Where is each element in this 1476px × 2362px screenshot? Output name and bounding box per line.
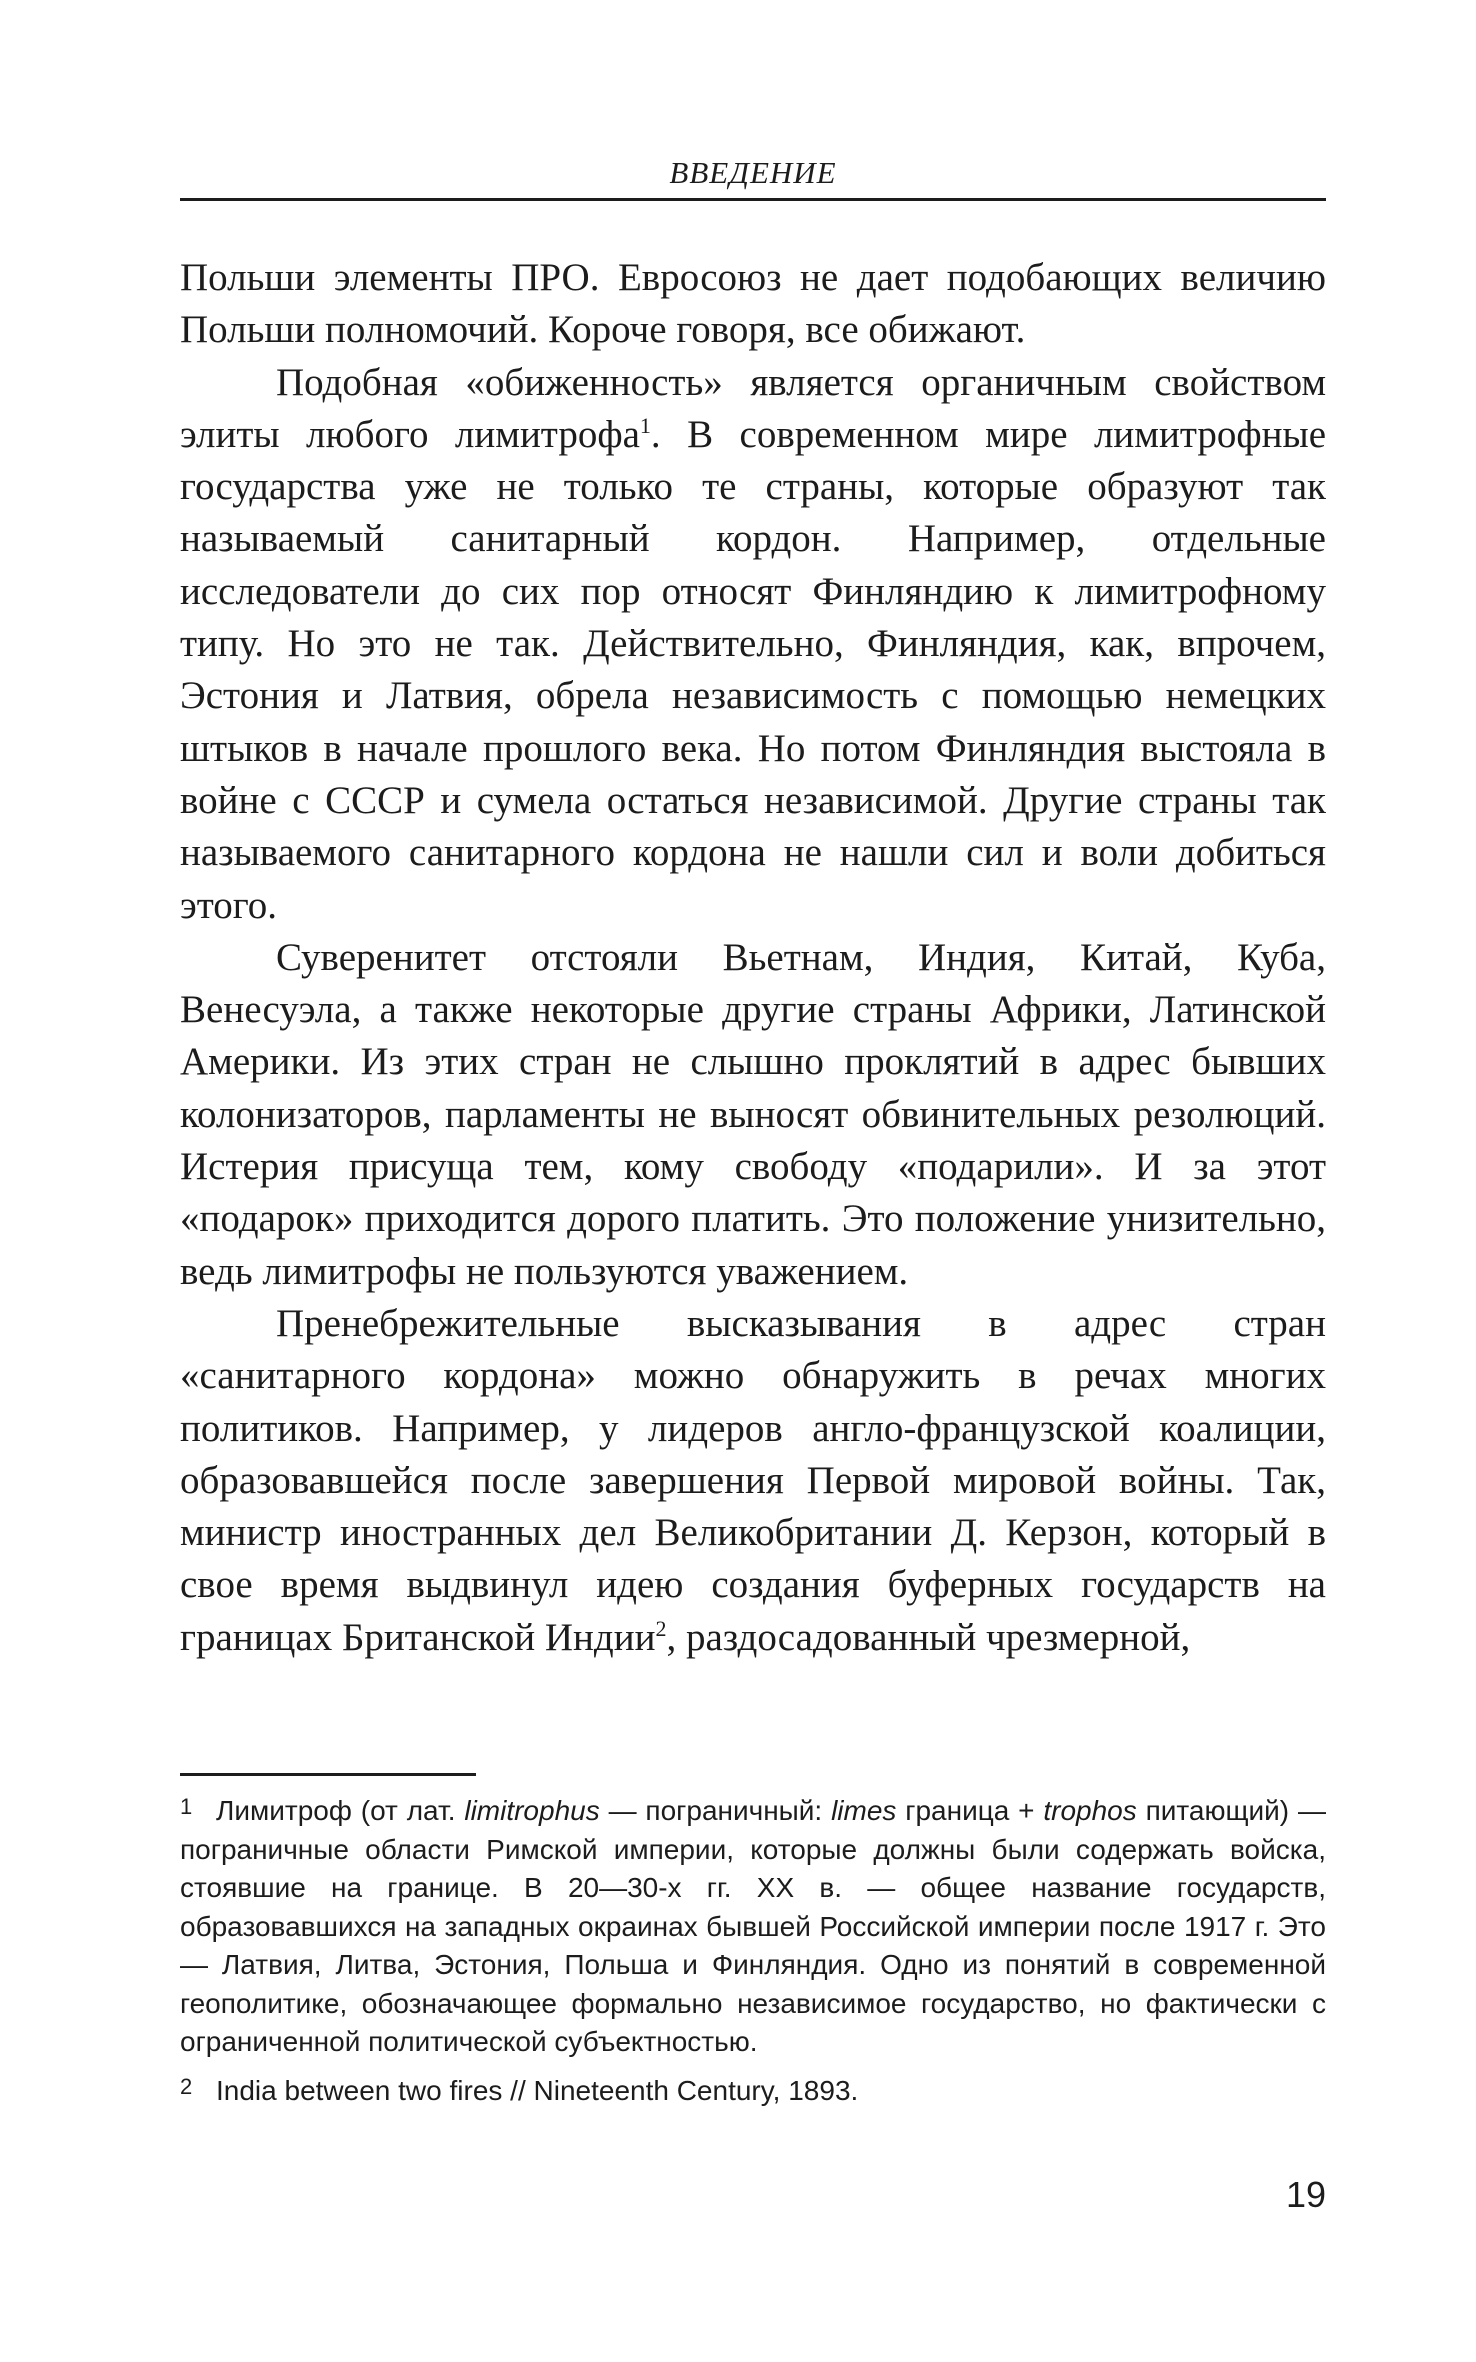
paragraph <box>180 1298 1326 1664</box>
footnote <box>180 2072 1326 2111</box>
paragraph <box>180 357 1326 932</box>
paragraph-text: . В современном мире лимитрофные государства уже не только те страны, которые образуют так называемый санитарный кордон. Например, отдельные исследователи до сих пор относят Финляндию к лимитрофному типу. Но это не так. Действительно, Финляндия, как, впрочем, Эстония и Латвия, обрела независимость с помощью немецких штыков в начале прошлого века. Но потом Финляндия выстояла в войне с СССР и сумела остаться независимой. Другие страны так называемого санитарного кордона не нашли сил и воли добиться этого. <box>180 412 1327 927</box>
footnote-text: India between two fires // Nineteenth Century, 1893. <box>216 2074 859 2106</box>
footnotes <box>180 1792 1326 2120</box>
paragraph-text: Польши элементы ПРО. Евросоюз не дает подобающих величию Польши полномочий. Короче говоря, все обижают. <box>180 256 1326 352</box>
paragraph-text: , раздосадованный чрезмерной, <box>666 1615 1191 1659</box>
footnote-latin-term: trophos <box>1043 1795 1137 1826</box>
footnote-divider <box>180 1773 476 1776</box>
footnote-text: Лимитроф (от лат. <box>216 1795 465 1826</box>
footnote <box>180 1792 1326 2062</box>
running-header <box>180 150 1326 201</box>
paragraph-text: Подобная «обиженность» является органичным свойством элиты любого лимитрофа <box>180 360 1326 456</box>
page-number: 19 <box>1285 2174 1326 2215</box>
footnote-text: граница + <box>896 1795 1044 1826</box>
footnote-number: 2 <box>180 2073 193 2099</box>
footnote-latin-term: limitrophus <box>464 1795 600 1826</box>
footnote-reference[interactable]: 2 <box>655 1615 667 1641</box>
footnote-latin-term: limes <box>831 1795 897 1826</box>
paragraph-text: Суверенитет отстояли Вьетнам, Индия, Китай, Куба, Венесуэла, а также некоторые другие страны Африки, Латинской Америки. Из этих стран не слышно проклятий в адрес бывших колонизаторов, парламенты не выносят обвинительных резолюций. Истерия присуща тем, кому свободу «подарили». И за этот «подарок» приходится дорого платить. Это положение унизительно, ведь лимитрофы не пользуются уважением. <box>180 935 1326 1293</box>
footnote-reference[interactable]: 1 <box>639 412 651 438</box>
footnote-text: питающий) — пограничные области Римской империи, которые должны были содержать войска, стоявшие на границе. В 20—30-х гг. XX в. — общее название государств, образовавшихся на западных окраинах бывшей Российской империи после 1917 г. Это — Латвия, Литва, Эстония, Польша и Финляндия. Одно из понятий в современной геополитике, обозначающее формально независимое государство, но фактически с ограниченной политической субъектностью. <box>180 1795 1326 2057</box>
paragraph-text: Пренебрежительные высказывания в адрес стран «санитарного кордона» можно обнаружить в речах многих политиков. Например, у лидеров англо-французской коалиции, образовавшейся после завершения Первой мировой войны. Так, министр иностранных дел Великобритании Д. Керзон, который в свое время выдвинул идею создания буферных государств на границах Британской Индии <box>180 1301 1326 1659</box>
footnote-text: — пограничный: <box>599 1795 832 1826</box>
paragraph <box>180 252 1326 357</box>
footnote-number: 1 <box>180 1794 193 1819</box>
main-text <box>180 252 1326 1664</box>
running-title: ВВЕДЕНИЕ <box>669 155 837 190</box>
paragraph <box>180 932 1326 1298</box>
